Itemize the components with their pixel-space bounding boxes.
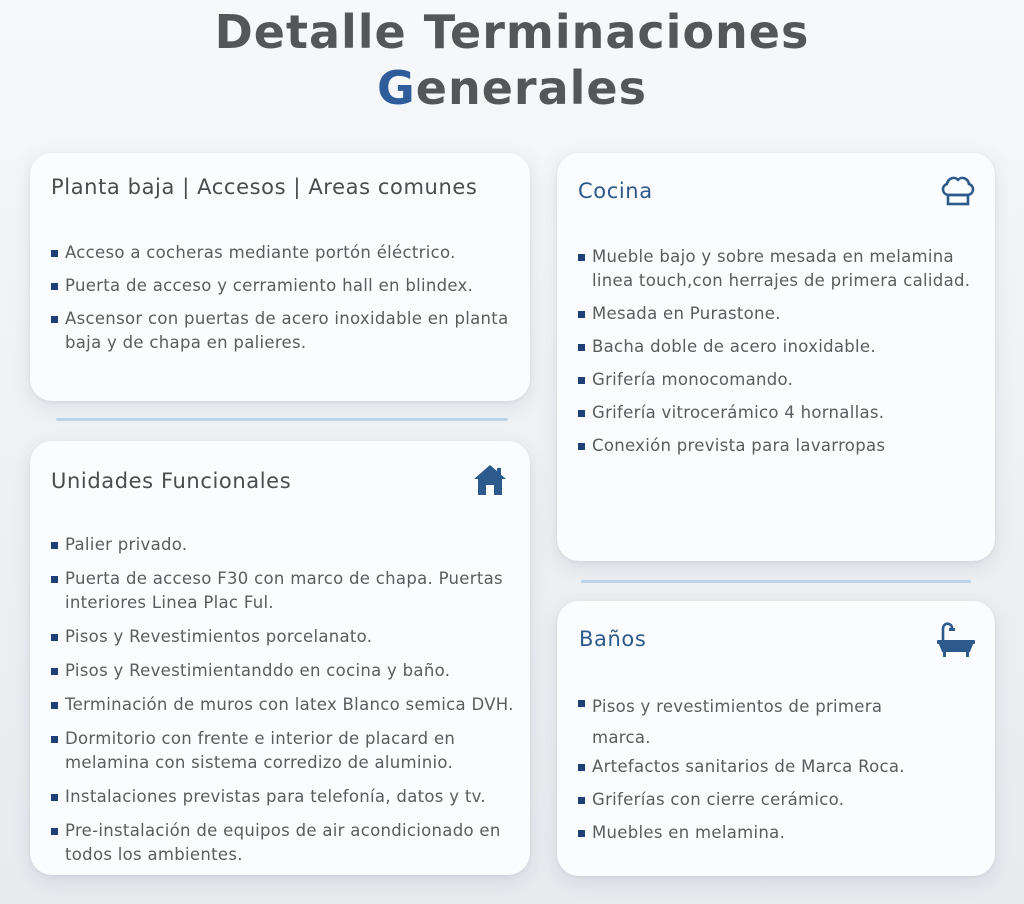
card-title-planta-baja: Planta baja | Accesos | Areas comunes	[51, 175, 478, 199]
list-item: Acceso a cocheras mediante portón éléctrico.	[51, 241, 516, 265]
page-title	[0, 4, 1024, 116]
list-item: Dormitorio con frente e interior de placard en melamina con sistema corredizo de aluminio.	[51, 727, 523, 775]
list-unidades	[51, 533, 523, 867]
list-item: Instalaciones previstas para telefonía, datos y tv.	[51, 785, 523, 809]
divider-left	[56, 418, 508, 421]
title-line-2-rest: enerales	[415, 61, 647, 115]
list-item: Pre-instalación de equipos de air acondicionado en todos los ambientes.	[51, 819, 523, 867]
list-item: Griferías con cierre cerámico.	[578, 788, 908, 812]
list-cocina	[578, 245, 983, 458]
list-item: Pisos y Revestimientos porcelanato.	[51, 625, 523, 649]
chef-hat-icon	[939, 173, 977, 213]
card-title-banos: Baños	[579, 627, 647, 651]
title-accent-letter: G	[377, 61, 416, 115]
list-item: Conexión prevista para lavarropas	[578, 434, 983, 458]
bathtub-icon	[935, 621, 977, 663]
title-line-2	[0, 60, 1024, 116]
card-cocina	[557, 153, 995, 561]
card-planta-baja	[30, 153, 530, 401]
list-item: Palier privado.	[51, 533, 523, 557]
list-item: Mesada en Purastone.	[578, 302, 983, 326]
list-item: Grifería monocomando.	[578, 368, 983, 392]
list-item: Bacha doble de acero inoxidable.	[578, 335, 983, 359]
list-item: Ascensor con puertas de acero inoxidable en planta baja y de chapa en palieres.	[51, 307, 516, 355]
card-banos	[557, 601, 995, 876]
list-banos	[578, 691, 908, 845]
house-icon	[472, 463, 508, 501]
divider-right	[581, 580, 971, 583]
list-planta-baja	[51, 241, 516, 355]
list-item: Puerta de acceso F30 con marco de chapa. Puertas interiores Linea Plac Ful.	[51, 567, 523, 615]
list-item: Muebles en melamina.	[578, 821, 908, 845]
title-line-1: Detalle Terminaciones	[214, 5, 810, 59]
list-item: Artefactos sanitarios de Marca Roca.	[578, 755, 908, 779]
list-item: Pisos y Revestimientanddo en cocina y baño.	[51, 659, 523, 683]
list-item: Puerta de acceso y cerramiento hall en blindex.	[51, 274, 516, 298]
list-item: Grifería vitrocerámico 4 hornallas.	[578, 401, 983, 425]
list-item: Terminación de muros con latex Blanco semica DVH.	[51, 693, 523, 717]
card-title-cocina: Cocina	[578, 179, 653, 203]
list-item: Mueble bajo y sobre mesada en melamina linea touch,con herrajes de primera calidad.	[578, 245, 983, 293]
card-unidades-funcionales	[30, 441, 530, 875]
list-item: Pisos y revestimientos de primera marca.	[578, 691, 908, 753]
card-title-unidades: Unidades Funcionales	[51, 469, 292, 493]
